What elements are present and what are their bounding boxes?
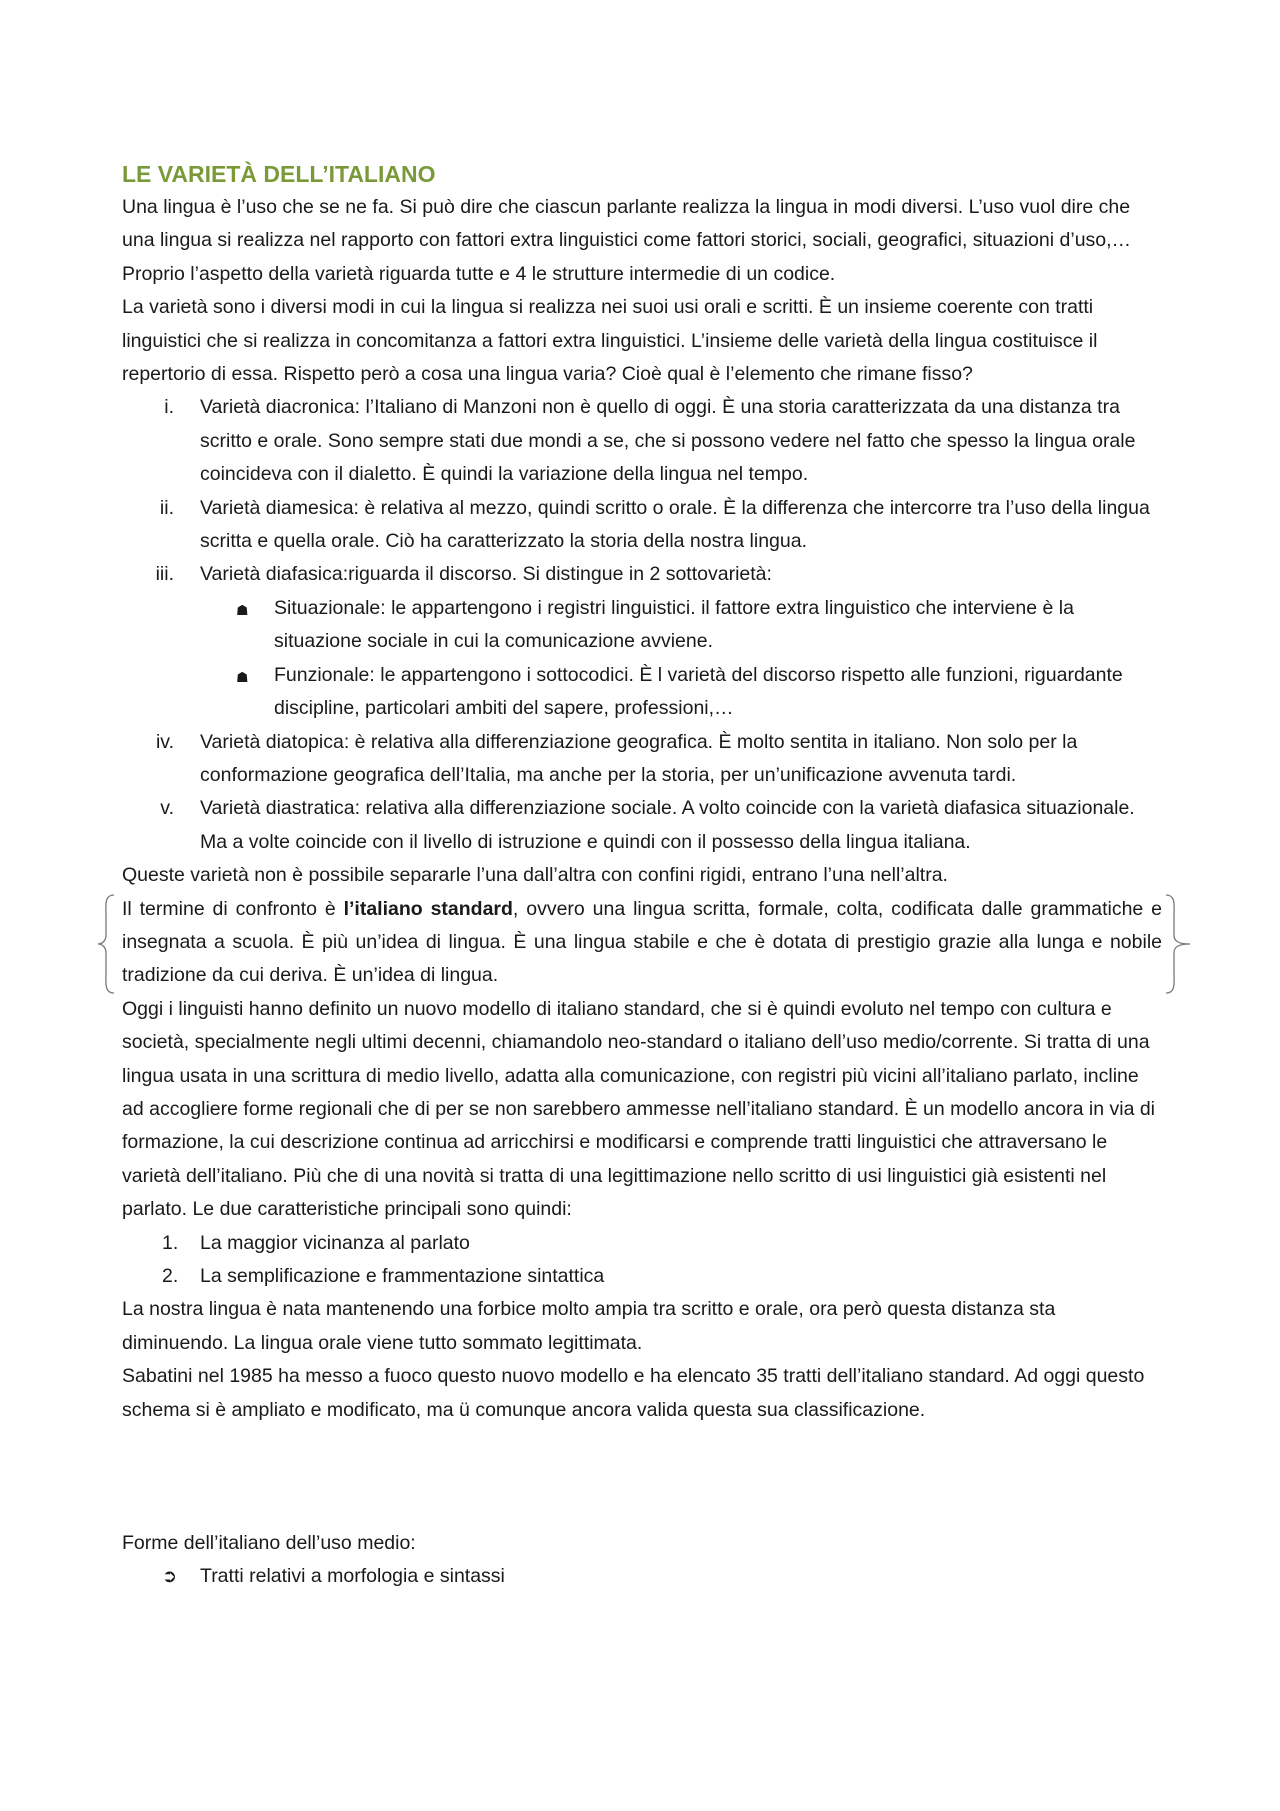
- list-text: La semplificazione e frammentazione sintattica: [200, 1265, 605, 1287]
- closing-paragraph-2: Sabatini nel 1985 ha messo a fuoco questo nuovo modello e ha elencato 35 tratti dell’italiano standard. Ad oggi questo schema si è ampliato e modificato, ma ü comunque ancora valida questa sua classificazione.: [122, 1365, 1145, 1421]
- standard-bracket-box: [122, 893, 1162, 993]
- sub-list-text: Funzionale: le appartengono i sottocodici. È l varietà del discorso rispetto alle funzioni, riguardante discipline, particolari ambiti del sapere, professioni,…: [274, 663, 1123, 720]
- list-text: Tratti relativi a morfologia e sintassi: [200, 1565, 505, 1588]
- list-item: [122, 391, 1162, 491]
- intro-paragraph-1: Una lingua è l’uso che se ne fa. Si può dire che ciascun parlante realizza la lingua in modi diversi. L’uso vuol dire che una lingua si realizza nel rapporto con fattori extra linguistici come fattori storici, sociali, geografici, situazioni d’uso,… Proprio l’aspetto della varietà riguarda tutte e 4 le strutture intermedie di un codice.: [122, 196, 1132, 285]
- list-number: iv.: [155, 730, 174, 753]
- spacer: [122, 1427, 1162, 1527]
- neo-standard-paragraph: Oggi i linguisti hanno definito un nuovo modello di italiano standard, che si è quindi evoluto nel tempo con cultura e società, specialmente negli ultimi decenni, chiamandolo neo-standard o italiano dell’uso medio/corrente. Si tratta di una lingua usata in una scrittura di medio livello, adatta alla comunicazione, con registri più vicini all’italiano parlato, incline ad accogliere forme regionali che di per se non sarebbero ammesse nell’italiano standard. È un modello ancora in via di formazione, la cui descrizione continua ad arricchirsi e modificarsi e comprende tratti linguistici che attraversano le varietà dell’italiano. Più che di una novità si tratta di una legittimazione nello scritto di usi linguistici già esistenti nel parlato. Le due caratteristiche principali sono quindi:: [122, 997, 1156, 1221]
- right-brace-icon: [1164, 893, 1192, 995]
- varieties-list: [122, 391, 1162, 859]
- bullet-icon: ☗: [236, 668, 249, 685]
- list-item: [122, 792, 1162, 859]
- list-number: 1.: [162, 1231, 179, 1254]
- document-page: [122, 158, 1162, 1594]
- standard-text-start: Il termine di confronto è: [122, 897, 344, 920]
- arrow-icon: ➲: [162, 1566, 178, 1587]
- list-item: [162, 1227, 1162, 1260]
- list-number: 2.: [162, 1265, 179, 1287]
- intro-paragraph-2: La varietà sono i diversi modi in cui la lingua si realizza nei suoi usi orali e scritti. È un insieme coerente con tratti linguistici che si realizza in concomitanza a fattori extra linguistici. L’insieme delle varietà della lingua costituisce il repertorio di essa. Rispetto però a cosa una lingua varia? Cioè qual è l’elemento che rimane fisso?: [122, 296, 1098, 386]
- bullet-icon: ☗: [236, 601, 249, 618]
- separation-paragraph: Queste varietà non è possibile separarle l’una dall’altra con confini rigidi, entrano l’una nell’altra.: [122, 864, 948, 887]
- list-item: [162, 1260, 1162, 1293]
- list-item: [122, 492, 1162, 559]
- list-number: iii.: [155, 563, 174, 586]
- left-brace-icon: [96, 893, 118, 995]
- list-text: Varietà diatopica: è relativa alla differenziazione geografica. È molto sentita in italiano. Non solo per la conformazione geografica dell’Italia, ma anche per la storia, per un’unificazione avvenuta tardi.: [200, 730, 1078, 786]
- list-text: Varietà diacronica: l’Italiano di Manzoni non è quello di oggi. È una storia caratterizzata da una distanza tra scritto e orale. Sono sempre stati due mondi a se, che si possono vedere nel fatto che spesso la lingua orale coincideva con il dialetto. È quindi la variazione della lingua nel tempo.: [200, 396, 1136, 486]
- list-number: i.: [164, 396, 174, 419]
- list-text: Varietà diamesica: è relativa al mezzo, quindi scritto o orale. È la differenza che intercorre tra l’uso della lingua scritta e quella orale. Ciò ha caratterizzato la storia della nostra lingua.: [200, 496, 1150, 553]
- page-title: LE VARIETÀ DELL’ITALIANO: [122, 161, 436, 187]
- list-text: La maggior vicinanza al parlato: [200, 1231, 470, 1254]
- closing-paragraph-1: La nostra lingua è nata mantenendo una forbice molto ampia tra scritto e orale, ora però questa distanza sta diminuendo. La lingua orale viene tutto sommato legittimata.: [122, 1298, 1056, 1354]
- forms-heading: Forme dell’italiano dell’uso medio:: [122, 1532, 416, 1555]
- sub-list-text: Situazionale: le appartengono i registri linguistici. il fattore extra linguistico che interviene è la situazione sociale in cui la comunicazione avviene.: [274, 596, 1074, 653]
- sub-list-item: [236, 659, 1162, 726]
- list-item: [122, 726, 1162, 793]
- list-item: [122, 558, 1162, 591]
- standard-text-end: , ovvero una lingua scritta, formale, colta, codificata dalle grammatiche e insegnata a scuola. È più un’idea di lingua. È una lingua stabile e che è dotata di prestigio grazie alla lunga e nobile tradizione da cui deriva. È un’idea di lingua.: [122, 897, 1162, 987]
- features-list: [122, 1227, 1162, 1294]
- sub-list-item: [236, 592, 1162, 659]
- list-text: Varietà diastratica: relativa alla differenziazione sociale. A volto coincide con la varietà diafasica situazionale. Ma a volte coincide con il livello di istruzione e quindi con il possesso della lingua italiana.: [200, 797, 1135, 853]
- list-number: ii.: [159, 496, 174, 519]
- list-item: [162, 1560, 1162, 1593]
- standard-paragraph: [122, 893, 1162, 993]
- list-text: Varietà diafasica:riguarda il discorso. Si distingue in 2 sottovarietà:: [200, 563, 772, 586]
- standard-bold-term: l’italiano standard: [343, 897, 513, 920]
- list-number: v.: [160, 797, 174, 820]
